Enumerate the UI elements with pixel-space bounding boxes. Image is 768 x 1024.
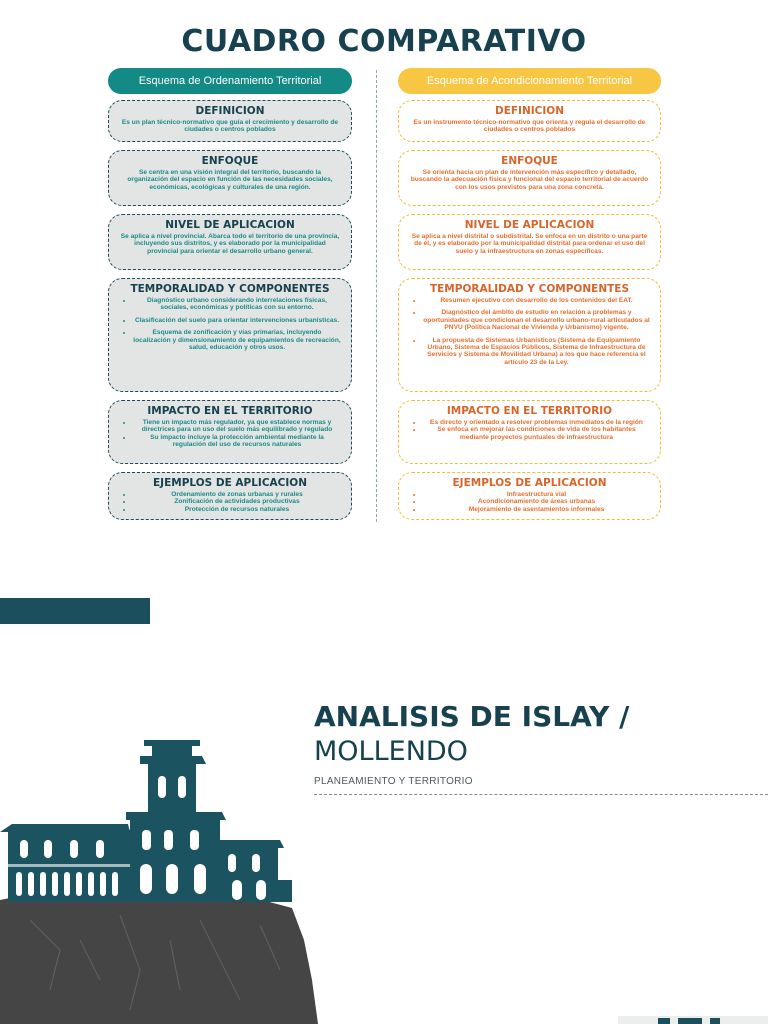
list-item: • Esquema de zonificación y vías primarias, incluyendo localización y dimensionamiento de equipamientos de recreación, salud, educación y otros usos. [133,329,341,351]
left-impacto-title: IMPACTO EN EL TERRITORIO [147,405,313,417]
list-item: • Infraestructura vial [423,491,650,498]
page-title: CUADRO COMPARATIVO [181,24,587,59]
left-definicion-title: DEFINICION [195,105,265,117]
right-impacto-box [398,400,661,464]
right-enfoque-title: ENFOQUE [501,155,558,167]
list-item: • Es directo y orientado a resolver problemas inmediatos de la región [423,419,650,426]
right-impacto-title: IMPACTO EN EL TERRITORIO [446,405,613,417]
logo-mark [658,1018,670,1024]
left-impacto-list [119,419,341,449]
right-temporalidad-title: TEMPORALIDAD Y COMPONENTES [429,283,630,295]
cover-title-line2: MOLLENDO [314,736,468,767]
left-temporalidad-title: TEMPORALIDAD Y COMPONENTES [130,283,330,295]
list-item: • Su impacto incluye la protección ambiental mediante la regulación del uso de recursos naturales [133,434,341,449]
right-impacto-list [409,419,650,441]
right-definicion-title: DEFINICION [495,105,564,117]
cover-divider-line [314,794,768,795]
list-item: • La propuesta de Sistemas Urbanísticos (Sistema de Equipamiento Urbano, Sistema de Espacios Públicos, Sistema de Infraestructura de Servicios y Sistema de Movilidad Urbana) a los que hace referencia el artículo 23 de la Ley. [423,337,650,367]
right-nivel-box [398,214,661,270]
list-item: • Acondicionamiento de áreas urbanas [423,498,650,505]
right-definicion-text: Es un instrumento técnico-normativo que orienta y regula el desarrollo de ciudades o centros poblados [413,119,646,134]
left-impacto-box [108,400,352,464]
left-definicion-text: Es un plan técnico-normativo que guía el crecimiento y desarrollo de ciudades o centros poblados [121,119,339,134]
list-item: • Diagnóstico del ámbito de estudio en relación a problemas y oportunidades que condicionan el desarrollo urbano-rural articulados al PNVU (Política Nacional de Vivienda y Urbanismo) vigente. [423,309,650,331]
logo-mark [710,1018,720,1024]
cover-subtitle: PLANEAMIENTO Y TERRITORIO [314,776,473,787]
right-ejemplos-box [398,472,661,520]
cover-title-line1: ANALISIS DE ISLAY / [314,700,630,733]
list-item: • Mejoramiento de asentamientos informales [423,506,650,513]
right-column-header: Esquema de Acondicionamiento Territorial [398,68,661,94]
right-ejemplos-title: EJEMPLOS DE APLICACION [452,477,607,489]
list-item: • Protección de recursos naturales [133,506,341,513]
right-temporalidad-box [398,278,661,392]
column-divider [376,70,377,522]
right-nivel-text: Se aplica a nivel distrital o subdistrital. Se enfoca en un distrito o una parte de él, y es elaborado por la municipalidad distrital para ordenar el uso del suelo y la infraestructura en zonas específicas. [411,233,648,255]
left-temporalidad-list [119,297,341,351]
left-enfoque-box [108,150,352,206]
right-enfoque-box [398,150,661,206]
left-enfoque-title: ENFOQUE [201,155,259,167]
list-item: • Se enfoca en mejorar las condiciones de vida de los habitantes mediante proyectos puntuales de infraestructura [423,426,650,441]
left-ejemplos-list [119,491,341,513]
list-item: • Resumen ejecutivo con desarrollo de los contenidos del EAT. [423,297,650,304]
left-column [108,68,352,528]
list-item: • Tiene un impacto más regulador, ya que establece normas y directrices para un uso del suelo más equilibrado y regulado [133,419,341,434]
left-ejemplos-box [108,472,352,520]
accent-band [0,598,150,624]
corner-logo-strip [618,1016,768,1024]
list-item: • Diagnóstico urbano considerando interrelaciones físicas, sociales, económicas y políticas con su entorno. [133,297,341,312]
list-item: • Clasificación del suelo para orientar intervenciones urbanísticas. [133,317,341,324]
right-nivel-title: NIVEL DE APLICACION [464,219,595,231]
left-definicion-box [108,100,352,142]
left-nivel-text: Se aplica a nivel provincial. Abarca todo el territorio de una provincia, incluyendo sus distritos, y es elaborado por la municipalidad provincial para orientar el desarrollo urbano general. [120,233,340,255]
left-ejemplos-title: EJEMPLOS DE APLICACION [153,477,307,489]
left-nivel-title: NIVEL DE APLICACION [165,219,295,231]
left-temporalidad-box [108,278,352,392]
right-ejemplos-list [409,491,650,513]
right-enfoque-text: Se orienta hacia un plan de intervención más específico y detallado, buscando la adecuación física y funcional del espacio territorial de acuerdo con los usos previstos para una zona concreta. [410,169,649,191]
logo-mark [678,1018,702,1024]
right-column [398,68,661,528]
list-item: • Ordenamiento de zonas urbanas y rurales [133,491,341,498]
right-definicion-box [398,100,661,142]
castle-on-cliff-illustration [0,740,330,1024]
left-nivel-box [108,214,352,270]
left-column-header: Esquema de Ordenamiento Territorial [108,68,352,94]
right-temporalidad-list [409,297,650,366]
list-item: • Zonificación de actividades productivas [133,498,341,505]
left-enfoque-text: Se centra en una visión integral del territorio, buscando la organización del espacio en función de las necesidades sociales, económicas, ecológicas y culturales de una región. [127,169,333,191]
